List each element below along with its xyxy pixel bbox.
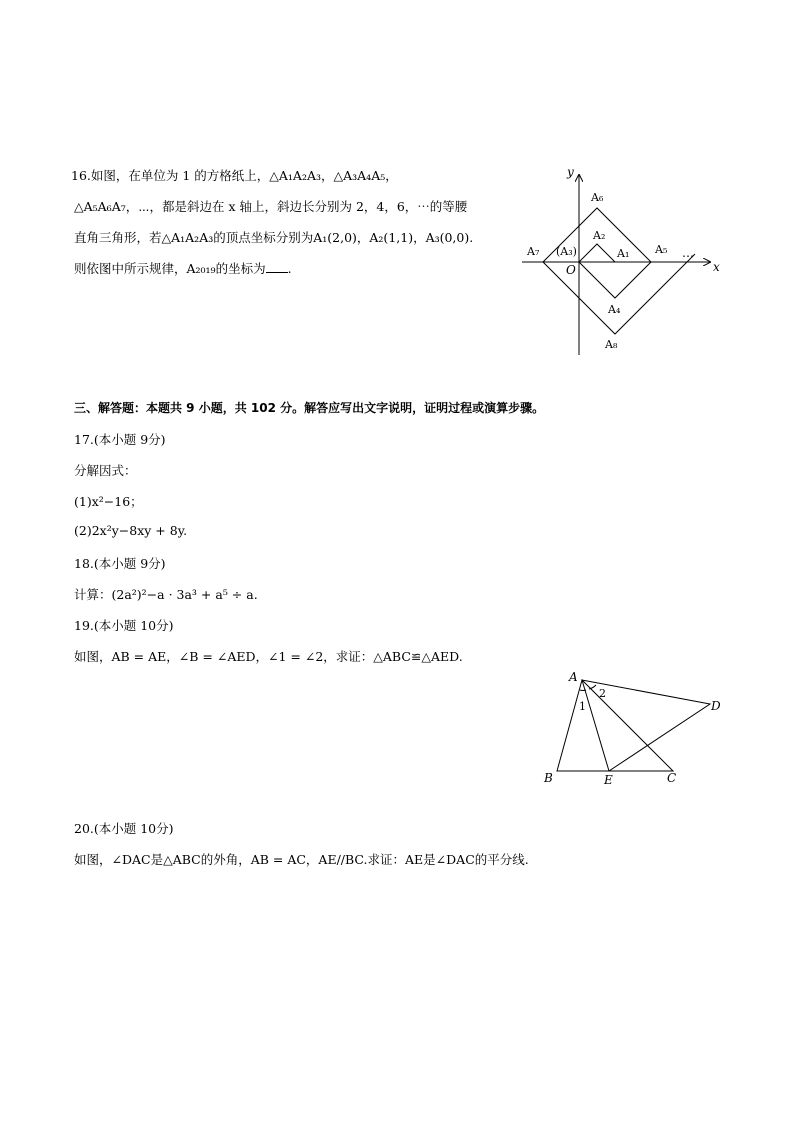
- section-3-heading: 三、解答题：本题共 9 小题，共 102 分。解答应写出文字说明，证明过程或演算步骤。: [74, 401, 545, 415]
- y-axis-label: y: [567, 165, 574, 179]
- q20-body: 如图，∠DAC是△ABC的外角，AB = AC，AE//BC.求证：AE是∠DAC的平分线.: [74, 852, 529, 867]
- label-E: E: [604, 773, 613, 787]
- label-A: A: [569, 670, 578, 684]
- q16-line-4-end: .: [287, 261, 292, 276]
- q19-figure: [540, 665, 730, 790]
- label-angle-2: 2: [599, 687, 606, 700]
- angle-2-arc: [589, 685, 596, 689]
- q17-part-2: (2)2x²y−8xy + 8y.: [74, 523, 188, 538]
- label-a7: A₇: [527, 245, 540, 258]
- label-a2: A₂: [593, 229, 606, 242]
- label-a8: A₈: [605, 338, 618, 351]
- q20-heading: 20.(本小题 10分): [74, 821, 174, 836]
- triangle-a3a4a5: [579, 262, 651, 298]
- q18-body: 计算：(2a²)²−a · 3a³ + a⁵ ÷ a.: [74, 587, 258, 602]
- triangle-a1a2a3: [579, 244, 615, 262]
- q18-heading: 18.(本小题 9分): [74, 556, 166, 571]
- label-C: C: [667, 771, 677, 785]
- q19-body: 如图，AB = AE，∠B = ∠AED，∠1 = ∠2，求证：△ABC≌△AED.: [74, 649, 463, 664]
- q16-line-4: [74, 259, 292, 277]
- label-a5: A₅: [655, 243, 668, 256]
- q19-heading: 19.(本小题 10分): [74, 618, 174, 633]
- label-dots: …: [682, 246, 694, 260]
- q17-part-1: (1)x²−16；: [74, 494, 143, 509]
- x-axis-label: x: [713, 260, 720, 274]
- q17-heading: 17.(本小题 9分): [74, 432, 166, 447]
- q16-line-4-text: 则依图中所示规律，A₂₀₁₉的坐标为: [74, 261, 266, 276]
- q16-line-2: △A₅A₆A₇，⋯，都是斜边在 x 轴上，斜边长分别为 2，4，6，⋯的等腰: [74, 199, 468, 214]
- q16-line-1: 16.如图，在单位为 1 的方格纸上，△A₁A₂A₃，△A₃A₄A₅，: [71, 168, 398, 183]
- q16-figure: [515, 160, 730, 360]
- label-B: B: [544, 771, 553, 785]
- label-D: D: [711, 699, 721, 713]
- label-a3: (A₃): [556, 245, 577, 258]
- label-angle-1: 1: [579, 700, 586, 713]
- q17-intro: 分解因式：: [74, 463, 137, 478]
- label-a1: A₁: [617, 247, 630, 260]
- label-a4: A₄: [608, 303, 621, 316]
- answer-blank: [266, 261, 288, 273]
- label-a6: A₆: [591, 191, 604, 204]
- origin-label: O: [566, 263, 576, 277]
- q16-line-3: 直角三角形，若△A₁A₂A₃的顶点坐标分别为A₁(2,0)，A₂(1,1)，A₃(0,0).: [74, 230, 474, 245]
